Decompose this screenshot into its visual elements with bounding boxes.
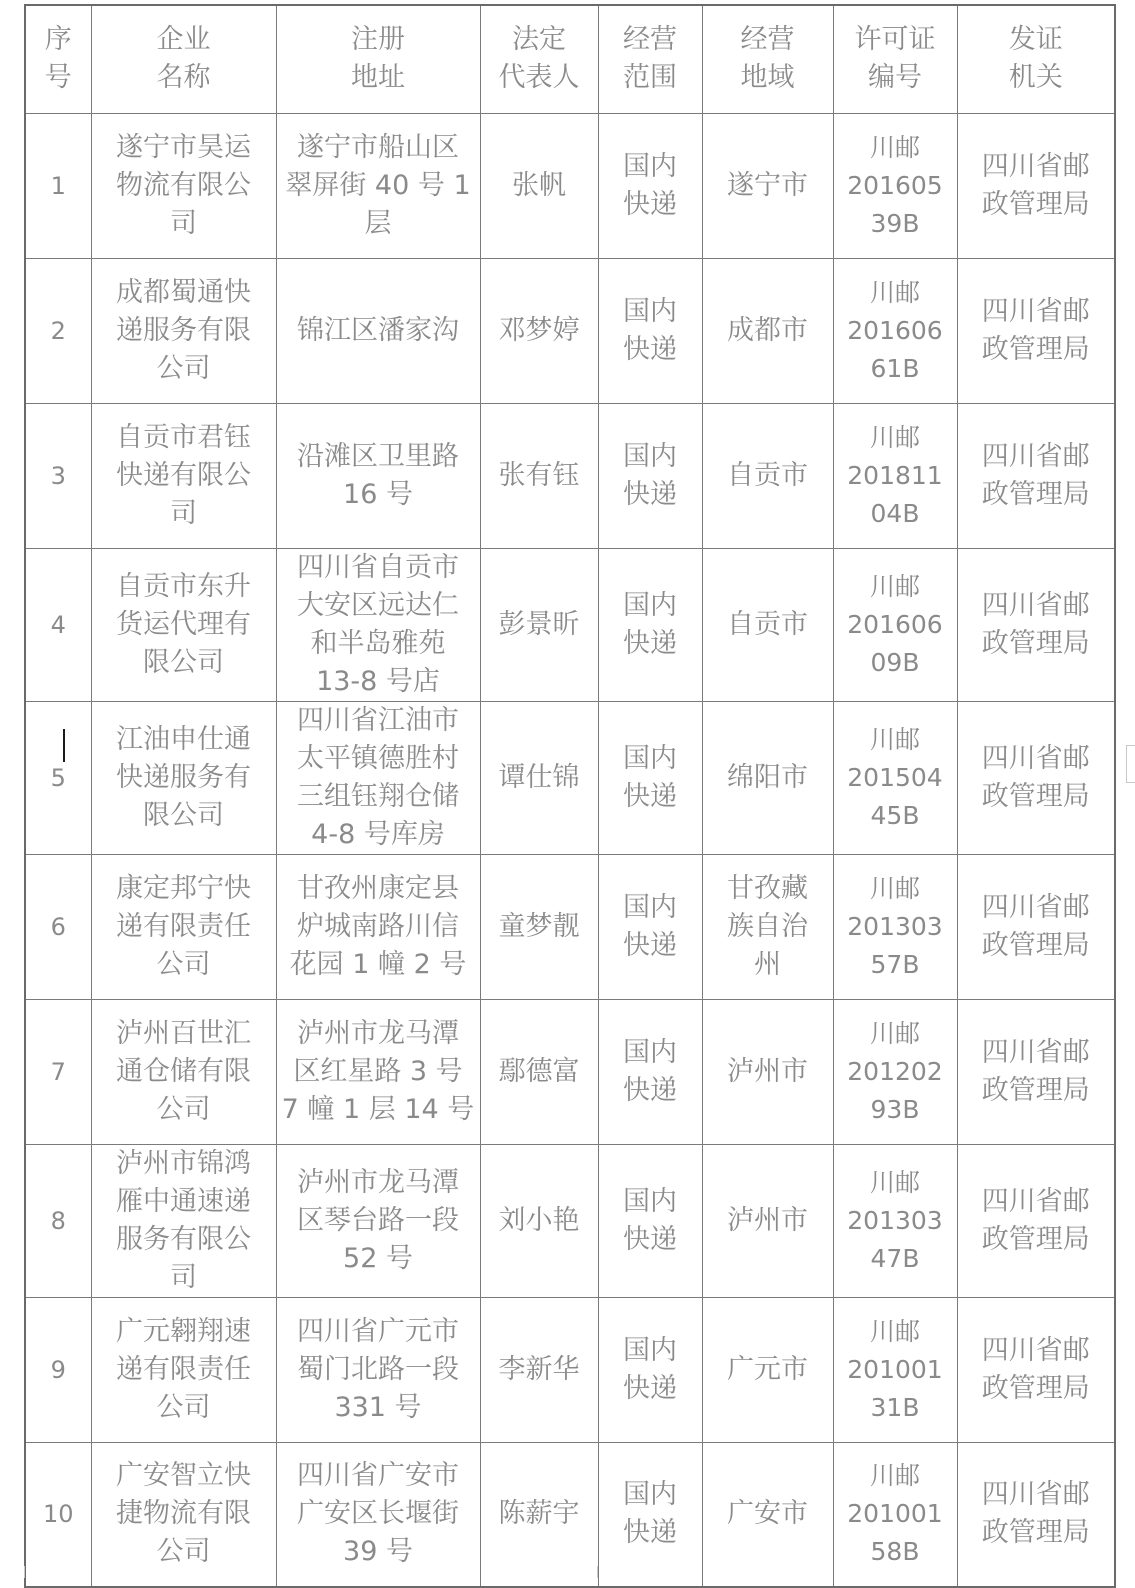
cell-serial: 1 [25, 113, 91, 258]
cell-business-scope: 国内 快递 [598, 258, 702, 403]
cell-business-region: 自贡市 [702, 403, 833, 548]
cell-legal-representative: 张帆 [480, 113, 598, 258]
cell-registered-address: 甘孜州康定县 炉城南路川信 花园 1 幢 2 号 [276, 854, 480, 999]
cell-serial: 4 [25, 548, 91, 701]
table-row [25, 1144, 1115, 1297]
table-body [25, 113, 1115, 1587]
cell-license-number: 川邮 201606 09B [833, 548, 957, 701]
table-row [25, 854, 1115, 999]
cell-company-name: 江油申仕通 快递服务有 限公司 [91, 701, 276, 854]
text-cursor [63, 729, 65, 762]
cell-issuing-authority: 四川省邮 政管理局 [957, 854, 1115, 999]
cell-serial: 3 [25, 403, 91, 548]
table-row [25, 548, 1115, 701]
cell-business-scope: 国内 快递 [598, 403, 702, 548]
cell-registered-address: 四川省自贡市 大安区远达仁 和半岛雅苑 13-8 号店 [276, 548, 480, 701]
header-business-scope: 经营 范围 [598, 5, 702, 113]
cell-business-scope: 国内 快递 [598, 1297, 702, 1442]
header-license-number: 许可证 编号 [833, 5, 957, 113]
header-legal-representative: 法定 代表人 [480, 5, 598, 113]
cell-license-number: 川邮 201606 61B [833, 258, 957, 403]
license-table [24, 4, 1116, 1588]
cell-business-scope: 国内 快递 [598, 113, 702, 258]
cell-legal-representative: 彭景昕 [480, 548, 598, 701]
table-row [25, 701, 1115, 854]
cell-company-name: 自贡市君钰 快递有限公 司 [91, 403, 276, 548]
cell-serial: 2 [25, 258, 91, 403]
cell-business-region: 成都市 [702, 258, 833, 403]
cell-business-region: 广安市 [702, 1442, 833, 1587]
header-serial: 序 号 [25, 5, 91, 113]
cell-business-scope: 国内 快递 [598, 1442, 702, 1587]
cell-company-name: 广安智立快 捷物流有限 公司 [91, 1442, 276, 1587]
cell-registered-address: 泸州市龙马潭 区琴台路一段 52 号 [276, 1144, 480, 1297]
cell-serial: 7 [25, 999, 91, 1144]
cell-business-scope: 国内 快递 [598, 999, 702, 1144]
cell-business-scope: 国内 快递 [598, 854, 702, 999]
cell-serial: 9 [25, 1297, 91, 1442]
cell-registered-address: 四川省广安市 广安区长堰街 39 号 [276, 1442, 480, 1587]
cell-legal-representative: 童梦靓 [480, 854, 598, 999]
cell-legal-representative: 鄢德富 [480, 999, 598, 1144]
cell-business-region: 遂宁市 [702, 113, 833, 258]
cell-legal-representative: 陈薪宇 [480, 1442, 598, 1587]
cell-business-scope: 国内 快递 [598, 701, 702, 854]
cell-issuing-authority: 四川省邮 政管理局 [957, 113, 1115, 258]
cell-registered-address: 四川省江油市 太平镇德胜村 三组钰翔仓储 4-8 号库房 [276, 701, 480, 854]
cell-registered-address: 泸州市龙马潭 区红星路 3 号 7 幢 1 层 14 号 [276, 999, 480, 1144]
cell-business-region: 甘孜藏 族自治 州 [702, 854, 833, 999]
cell-license-number: 川邮 201001 58B [833, 1442, 957, 1587]
header-issuing-authority: 发证 机关 [957, 5, 1115, 113]
table-row [25, 403, 1115, 548]
cell-company-name: 成都蜀通快 递服务有限 公司 [91, 258, 276, 403]
table-row [25, 1442, 1115, 1587]
cell-company-name: 自贡市东升 货运代理有 限公司 [91, 548, 276, 701]
cell-registered-address: 四川省广元市 蜀门北路一段 331 号 [276, 1297, 480, 1442]
cell-issuing-authority: 四川省邮 政管理局 [957, 548, 1115, 701]
page-corner-mark-middle [597, 1566, 598, 1578]
cell-registered-address: 沿滩区卫里路 16 号 [276, 403, 480, 548]
table-row [25, 1297, 1115, 1442]
cell-issuing-authority: 四川省邮 政管理局 [957, 258, 1115, 403]
cell-license-number: 川邮 201303 47B [833, 1144, 957, 1297]
cell-issuing-authority: 四川省邮 政管理局 [957, 1442, 1115, 1587]
cell-business-region: 泸州市 [702, 1144, 833, 1297]
cell-legal-representative: 刘小艳 [480, 1144, 598, 1297]
cell-license-number: 川邮 201303 57B [833, 854, 957, 999]
cell-company-name: 泸州百世汇 通仓储有限 公司 [91, 999, 276, 1144]
cell-company-name: 康定邦宁快 递有限责任 公司 [91, 854, 276, 999]
cell-legal-representative: 李新华 [480, 1297, 598, 1442]
cell-business-region: 泸州市 [702, 999, 833, 1144]
cell-company-name: 遂宁市昊运 物流有限公 司 [91, 113, 276, 258]
cell-issuing-authority: 四川省邮 政管理局 [957, 403, 1115, 548]
cell-registered-address: 遂宁市船山区 翠屏街 40 号 1 层 [276, 113, 480, 258]
page-edge-mark [1126, 745, 1135, 783]
cell-serial: 8 [25, 1144, 91, 1297]
cell-legal-representative: 张有钰 [480, 403, 598, 548]
cell-issuing-authority: 四川省邮 政管理局 [957, 1144, 1115, 1297]
table-row [25, 113, 1115, 258]
cell-license-number: 川邮 201202 93B [833, 999, 957, 1144]
page-corner-mark-left [24, 1566, 25, 1578]
cell-serial: 10 [25, 1442, 91, 1587]
cell-serial: 6 [25, 854, 91, 999]
table-row [25, 999, 1115, 1144]
cell-company-name: 泸州市锦鸿 雁中通速递 服务有限公 司 [91, 1144, 276, 1297]
cell-business-scope: 国内 快递 [598, 1144, 702, 1297]
cell-business-region: 绵阳市 [702, 701, 833, 854]
cell-license-number: 川邮 201001 31B [833, 1297, 957, 1442]
cell-license-number: 川邮 201504 45B [833, 701, 957, 854]
cell-serial: 5 [25, 701, 91, 854]
cell-issuing-authority: 四川省邮 政管理局 [957, 999, 1115, 1144]
cell-business-region: 自贡市 [702, 548, 833, 701]
header-registered-address: 注册 地址 [276, 5, 480, 113]
cell-business-scope: 国内 快递 [598, 548, 702, 701]
cell-issuing-authority: 四川省邮 政管理局 [957, 701, 1115, 854]
cell-business-region: 广元市 [702, 1297, 833, 1442]
cell-legal-representative: 邓梦婷 [480, 258, 598, 403]
cell-license-number: 川邮 201811 04B [833, 403, 957, 548]
header-company-name: 企业 名称 [91, 5, 276, 113]
cell-legal-representative: 谭仕锦 [480, 701, 598, 854]
table-header-row [25, 5, 1115, 113]
header-business-region: 经营 地域 [702, 5, 833, 113]
cell-license-number: 川邮 201605 39B [833, 113, 957, 258]
cell-company-name: 广元翱翔速 递有限责任 公司 [91, 1297, 276, 1442]
cell-registered-address: 锦江区潘家沟 [276, 258, 480, 403]
table-row [25, 258, 1115, 403]
cell-issuing-authority: 四川省邮 政管理局 [957, 1297, 1115, 1442]
